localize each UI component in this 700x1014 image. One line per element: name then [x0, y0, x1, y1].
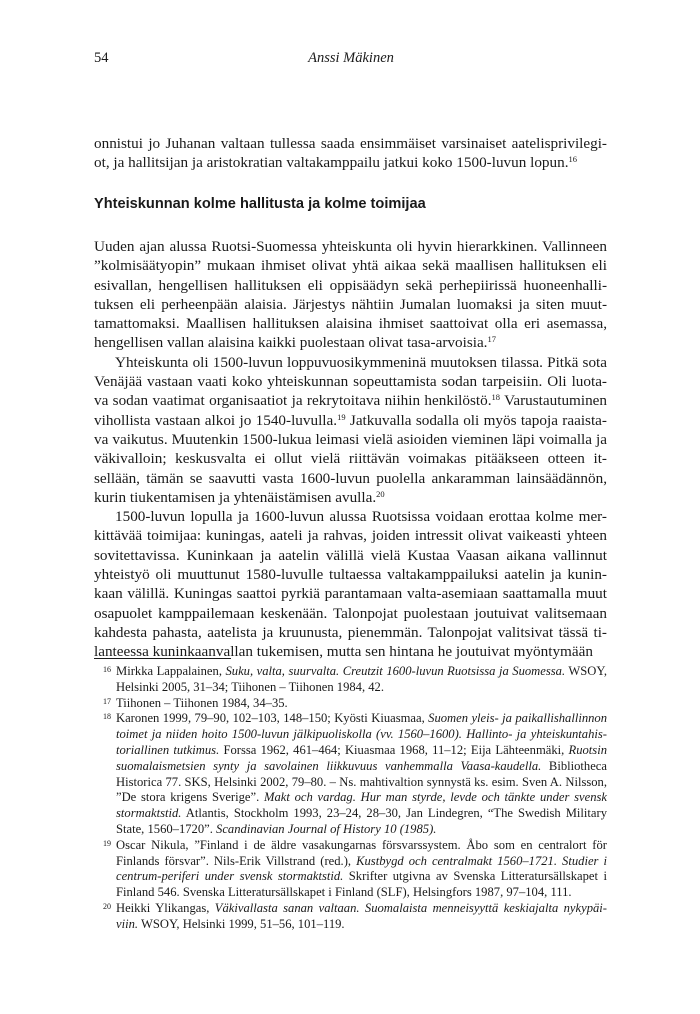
- footnote-20: [94, 901, 607, 933]
- page-number: 54: [94, 50, 109, 66]
- footnote-16: [94, 664, 607, 696]
- paragraph-1: [94, 237, 607, 353]
- footnote-number: 17: [103, 696, 111, 706]
- page-header: [94, 50, 608, 70]
- footnote-text: Forssa 1962, 461–464; Kiuasmaa 1968, 11–12; Eija Lähteenmäki,: [219, 742, 569, 757]
- footnote-title: Ruotsin suomalaismetsien synty ja savolainen liikkuvuus vanhemmalla Vaasa-kaudella.: [116, 742, 607, 773]
- footnote-title: Suomen yleis- ja paikallishallinnon toimet ja niiden hoito 1500-luvun jälkipuoliskolla (vv. 1560–1600). Hallinto- ja yhteiskuntahis-toriallinen tutkimus.: [116, 711, 608, 757]
- main-text: [94, 237, 607, 662]
- paragraph-1-text: Uuden ajan alussa Ruotsi-Suomessa yhteiskunta oli hyvin hierarkkinen. Vallinneen ”kolmisäätyopin” mukaan ihmiset olivat yhtä aikaa sekä maallisen hallituksen eli esivallan, hengellisen hallituksen eli oppisäädyn sekä perhepiirissä huoneenhalli-tuksen eli perheenpään alaisia. Järjestys nähtiin Jumalan luomaksi ja siten muut-tamattomaksi. Maallisen hallituksen alaisina ihmiset saattoivat olla eri asemassa, hengellisen vallan alaisina kaikki puolestaan olivat tasa-arvoisia.: [94, 238, 607, 352]
- footnote-text: Tiihonen – Tiihonen 1984, 34–35.: [116, 695, 288, 710]
- footnote-number: 16: [103, 665, 111, 674]
- paragraph-2: [94, 353, 607, 507]
- section-heading: Yhteiskunnan kolme hallitusta ja kolme toimijaa: [94, 196, 426, 212]
- footnote-number: 18: [103, 712, 111, 722]
- paragraph-2-text-a: Yhteiskunta oli 1500-luvun loppuvuosikymmeninä muutoksen tilassa. Pitkä sota Venäjää vastaan vaati koko yhteiskunnan sopeuttamista sodan tarpeisiin. Oli luota-va sodan vaatimat organisaatiot ja rekrytoitava niihin henkilöstö.: [94, 353, 607, 410]
- footnote-title: Suku, valta, suurvalta. Creutzit 1600-luvun Ruotsissa ja Suomessa.: [225, 664, 566, 678]
- footnote-text: Mirkka Lappalainen,: [116, 664, 226, 678]
- footnote-text: Oscar Nikula, ”Finland i de äldre vasakungarnas försvarssystem. Åbo som en centralort för Finlands försvar”. Nils-Erik Villstrand (red.),: [116, 837, 607, 868]
- footnote-18: [94, 711, 607, 837]
- footnote-text: Atlantis, Stockholm 1993, 23–24, 28–30, Jan Lindegren, “The Swedish Military State, 1560–1720”.: [116, 806, 607, 836]
- footnote-separator: [94, 658, 231, 659]
- running-head: Anssi Mäkinen: [308, 50, 394, 66]
- footnote-17: [94, 696, 607, 712]
- footnote-19: [94, 838, 607, 901]
- footnote-text: Skrifter utgivna av Svenska Litteratursällskapet i Finland 546. Svenska Litteratursällskapet i Finland (SLF), Helsingfors 1987, 97–104, 111.: [116, 869, 607, 900]
- paragraph-3: [94, 507, 607, 661]
- paragraph-2-text-b: Varustautuminen vihollista vastaan alkoi jo 1540-luvulla.: [94, 392, 608, 429]
- footnote-ref-20[interactable]: 20: [376, 488, 385, 499]
- paragraph-3-text: 1500-luvun lopulla ja 1600-luvun alussa Ruotsissa voidaan erottaa kolme mer-kittävää toimijaa: kuningas, aateli ja rahvas, joiden intressit olivat vaikeasti yhteen sovitettavissa. Kuninkaan ja aatelin välillä vielä Kustaa Vaasan aikana vallinnut yhteistyö oli muuttunut 1580-luvulle tultaessa valtakamppailuksi aatelin ja kunin-kaan välillä. Kuningas saattoi pyrkiä parantamaan valta-asemiaan saattamalla muut osapuolet kamppailemaan keskenään. Talonpojat puolestaan joutuivat valitsemaan kahdesta pahasta, aatelista ja kruunusta, pienemmän. Talonpojat valitsivat tässä ti-lanteessa kuninkaanvallan tukemisen, mutta sen hintana he joutuivat myöntymään: [94, 508, 607, 661]
- intro-paragraph: [94, 134, 607, 173]
- footnote-ref-17[interactable]: 17: [487, 334, 496, 345]
- footnote-title: Väkivallasta sanan valtaan. Suomalaista menneisyyttä keskiajalta nykypäi-viin.: [116, 900, 607, 931]
- footnote-text: Karonen 1999, 79–90, 102–103, 148–150; Kyösti Kiuasmaa,: [116, 711, 429, 726]
- footnotes: [94, 664, 607, 933]
- footnote-ref-18[interactable]: 18: [491, 392, 501, 403]
- footnote-text: Heikki Ylikangas,: [116, 900, 215, 915]
- footnote-text: Bibliotheca Historica 77. SKS, Helsinki 2002, 79–80. – Ns. mahtivaltion synnystä ks. esim. Sven A. Nilsson, ”De stora krigens Sverige”.: [116, 758, 607, 805]
- intro-paragraph-text: onnistui jo Juhanan valtaan tullessa saada ensimmäiset varsinaiset aatelisprivilegi-ot, ja hallitsijan ja aristokratian valtakamppailu jatkui koko 1500-luvun lopun.: [94, 135, 607, 172]
- footnote-number: 19: [103, 838, 111, 848]
- footnote-ref-16[interactable]: 16: [568, 154, 578, 165]
- footnote-title: Kustbygd och centralmakt 1560–1721. Studier i centrum-periferi under svensk stormaktstid.: [116, 853, 607, 884]
- footnote-title: Makt och vardag. Hur man styrde, levde och tänkte under svensk stormaktstid.: [116, 790, 607, 821]
- paragraph-2-text-c: Jatkuvalla sodalla oli myös tapoja raaista-va vaikutus. Muutenkin 1500-lukua leimasi vielä asioiden vieminen läpi voimalla ja väkivalloin; keskusvalta ei ollut vielä riittävän voimakas pitääkseen otteen it-sellään, tämän se saavutti vasta 1600-luvun puolella ankaramman lainsäädännön, kurin tiukentamisen ja yhtenäistämisen avulla.: [94, 411, 607, 506]
- footnote-text: WSOY, Helsinki 1999, 51–56, 101–119.: [138, 916, 345, 931]
- footnote-number: 20: [103, 901, 111, 911]
- footnote-ref-19[interactable]: 19: [337, 411, 346, 422]
- footnote-text: WSOY, Helsinki 2005, 31–34; Tiihonen – Tiihonen 1984, 42.: [116, 664, 607, 694]
- footnote-title: Scandinavian Journal of History 10 (1985).: [216, 821, 437, 836]
